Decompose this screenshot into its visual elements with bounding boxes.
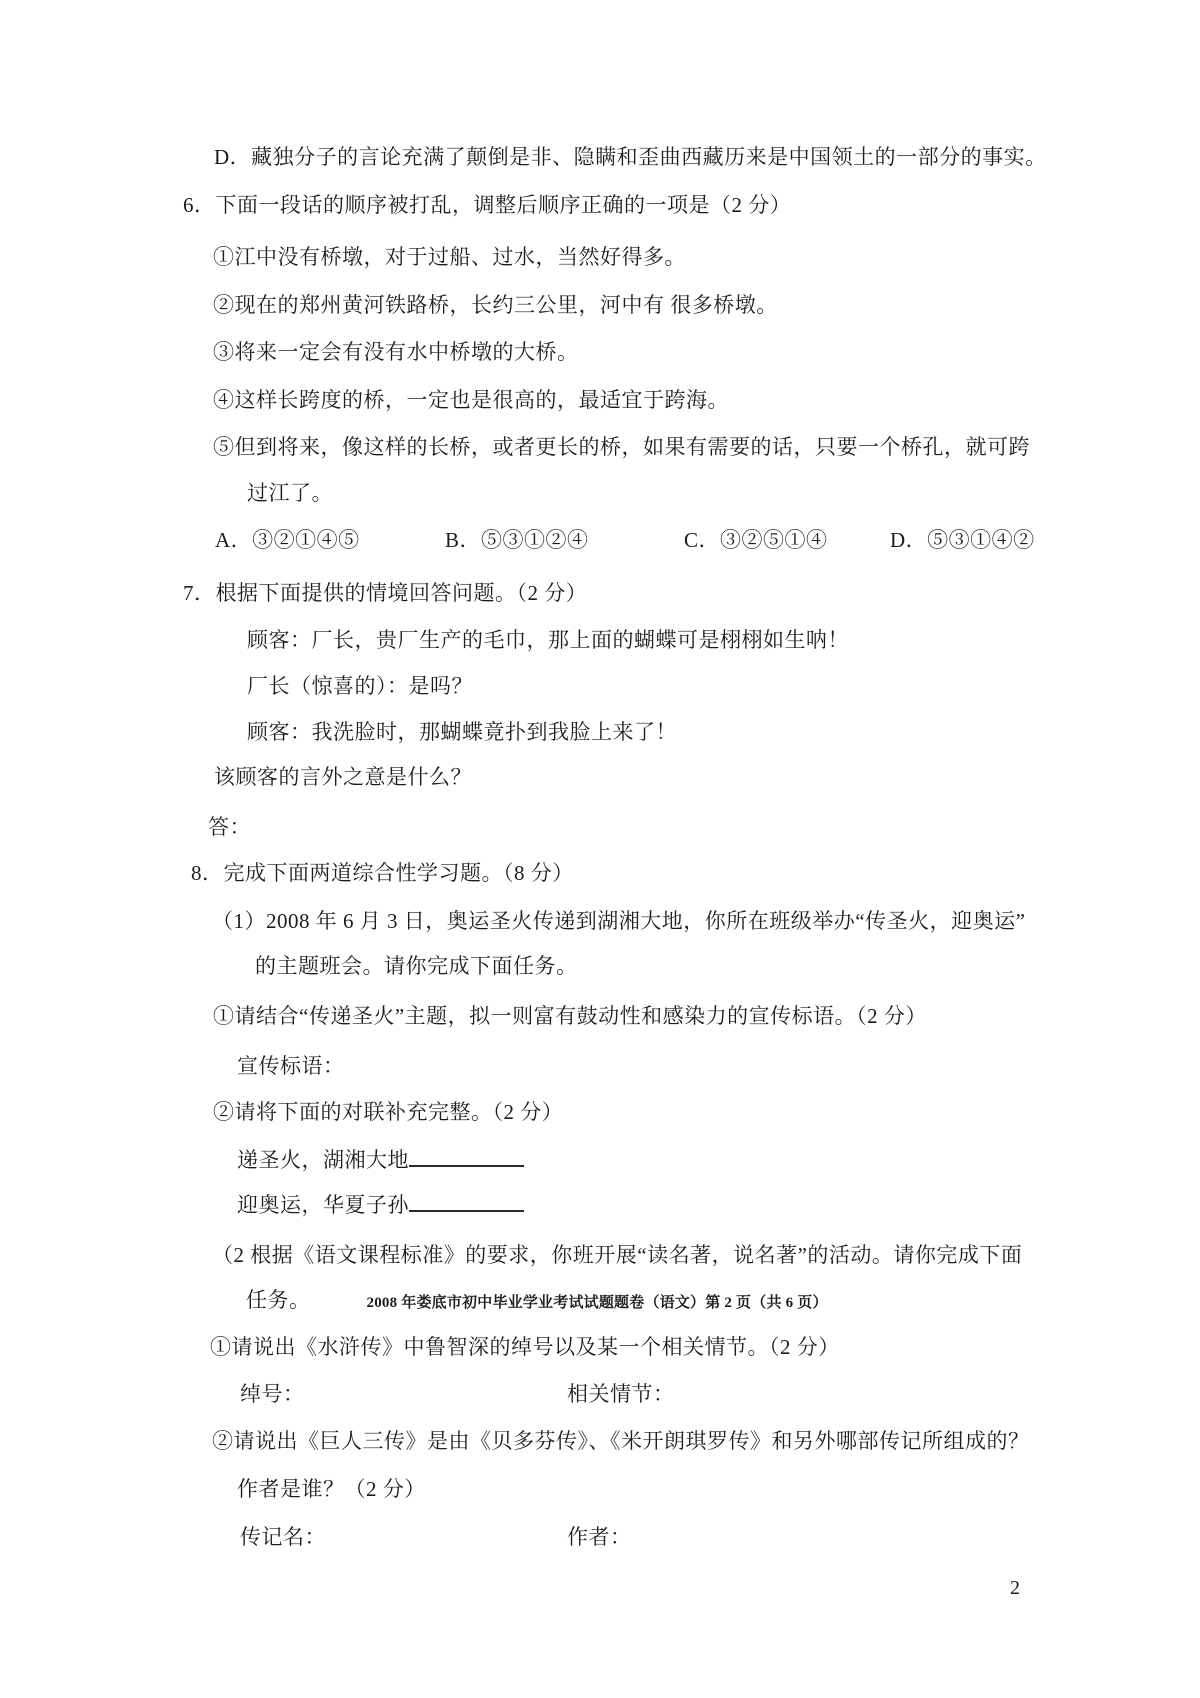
q8-part2-biography-label: 传记名： [240, 1525, 326, 1549]
q7-stem: 7．根据下面提供的情境回答问题。（2 分） [183, 581, 588, 605]
q8-stem: 8．完成下面两道综合性学习题。（8 分） [191, 861, 574, 885]
q6-option-b: B．⑤③①②④ [445, 528, 589, 552]
q6-sentence-1: ①江中没有桥墩，对于过船、过水，当然好得多。 [213, 245, 686, 269]
q7-question: 该顾客的言外之意是什么？ [214, 765, 472, 789]
q8-part2-nickname-label: 绰号： [240, 1382, 305, 1406]
couplet-line2-text: 迎奥运，华夏子孙 [237, 1193, 409, 1217]
q6-option-d: D．⑤③①④② [890, 528, 1035, 552]
q6-stem: 6．下面一段话的顺序被打乱，调整后顺序正确的一项是（2 分） [183, 193, 792, 217]
q8-part2-task1: ①请说出《水浒传》中鲁智深的绰号以及某一个相关情节。（2 分） [210, 1335, 840, 1359]
q8-part1-task1: ①请结合“传递圣火”主题，拟一则富有鼓动性和感染力的宣传标语。（2 分） [213, 1004, 927, 1028]
q6-sentence-2: ②现在的郑州黄河铁路桥，长约三公里，河中有 很多桥墩。 [213, 293, 778, 317]
q8-part1-intro-line2: 的主题班会。请你完成下面任务。 [255, 954, 578, 978]
q8-part2-intro-line1: （2 根据《语文课程标准》的要求，你班开展“读名著，说名著”的活动。请你完成下面 [212, 1243, 1023, 1267]
q6-sentence-4: ④这样长跨度的桥，一定也是很高的，最适宜于跨海。 [213, 388, 729, 412]
q8-part1-couplet-line1 [237, 1145, 524, 1175]
answer-blank [409, 1145, 524, 1167]
page-footer: 2008 年娄底市初中毕业学业考试试题题卷（语文）第 2 页（共 6 页） [366, 1295, 828, 1311]
task-text: 任务。 [246, 1288, 311, 1312]
q6-sentence-5-continuation: 过江了。 [247, 481, 333, 505]
q8-part1-intro-line1: （1）2008 年 6 月 3 日，奥运圣火传递到湖湘大地，你所在班级举办“传圣火，迎奥运” [212, 909, 1026, 933]
q8-part1-task2: ②请将下面的对联补充完整。（2 分） [213, 1100, 564, 1124]
couplet-line1-text: 递圣火，湖湘大地 [237, 1148, 409, 1172]
q6-sentence-3: ③将来一定会有没有水中桥墩的大桥。 [213, 340, 579, 364]
answer-blank [409, 1190, 524, 1212]
q8-part2-plot-label: 相关情节： [567, 1382, 675, 1406]
q7-dialogue-customer-1: 顾客：厂长，贵厂生产的毛巾，那上面的蝴蝶可是栩栩如生呐！ [247, 628, 849, 652]
q8-part2-intro-line2 [246, 1285, 828, 1318]
q5-option-d: D．藏独分子的言论充满了颠倒是非、隐瞒和歪曲西藏历来是中国领土的一部分的事实。 [214, 145, 1047, 169]
q7-dialogue-customer-2: 顾客：我洗脸时，那蝴蝶竟扑到我脸上来了！ [247, 720, 677, 744]
q6-sentence-5: ⑤但到将来，像这样的长桥，或者更长的桥，如果有需要的话，只要一个桥孔，就可跨 [213, 435, 1030, 459]
q8-part1-couplet-line2 [237, 1190, 524, 1220]
q8-part1-slogan-label: 宣传标语： [237, 1054, 345, 1078]
q8-part2-task2-line1: ②请说出《巨人三传》是由《贝多芬传》、《米开朗琪罗传》和另外哪部传记所组成的？ [212, 1429, 1030, 1453]
q6-option-c: C．③②⑤①④ [684, 528, 828, 552]
q7-answer-label: 答： [208, 815, 251, 839]
page-number: 2 [1010, 1577, 1021, 1599]
q6-option-a: A．③②①④⑤ [215, 528, 360, 552]
q8-part2-author-label: 作者： [567, 1525, 632, 1549]
q7-dialogue-director: 厂长（惊喜的）：是吗？ [247, 674, 473, 698]
q8-part2-task2-line2: 作者是谁？（2 分） [237, 1477, 426, 1501]
